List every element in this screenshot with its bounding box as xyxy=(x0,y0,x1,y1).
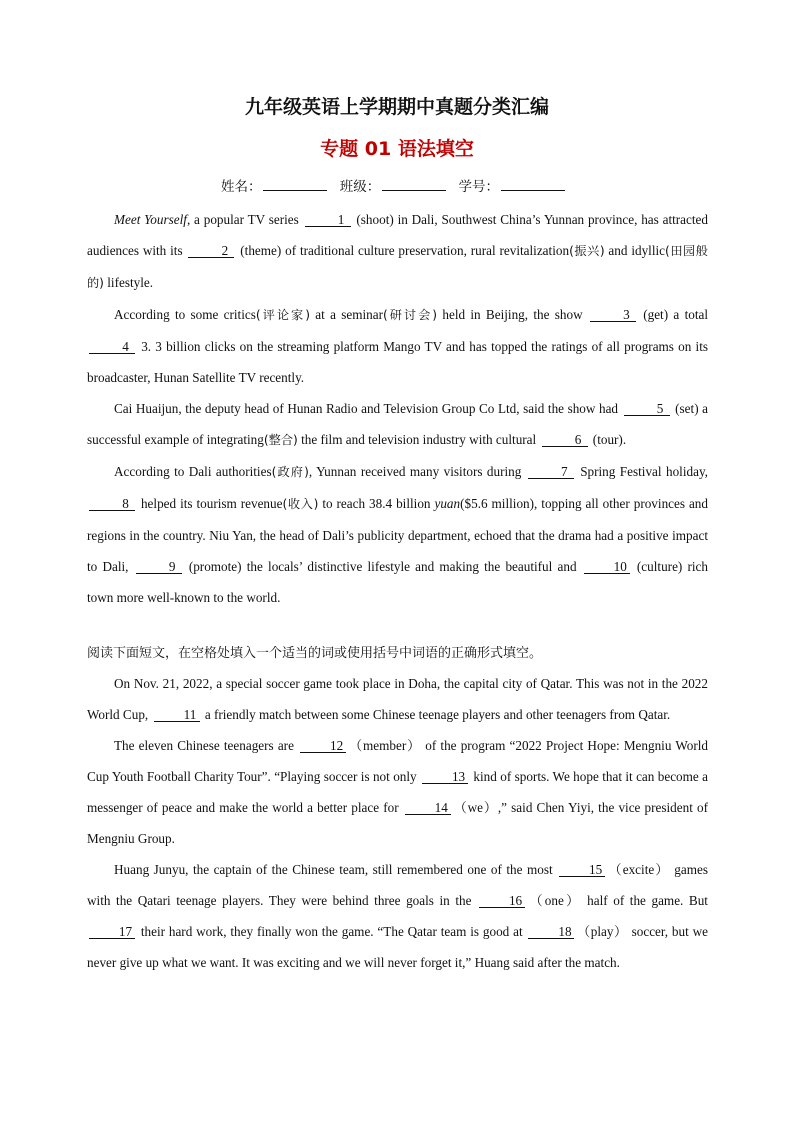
passage-two xyxy=(87,668,708,978)
gloss: (田园般的) xyxy=(87,244,708,290)
blank-16[interactable]: 16 xyxy=(479,894,525,908)
show-title: Meet Yourself xyxy=(114,212,187,227)
paragraph xyxy=(87,204,708,299)
text: The eleven Chinese teenagers are xyxy=(114,738,299,753)
name-blank[interactable] xyxy=(263,178,327,191)
text: held in Beijing, the show xyxy=(437,307,588,322)
id-label: 学号： xyxy=(458,179,500,195)
text: Cai Huaijun, the deputy head of Hunan Radio and Television Group Co Ltd, said the show had xyxy=(114,401,622,416)
class-label: 班级： xyxy=(339,179,381,195)
text: , Yunnan received many visitors during xyxy=(308,464,526,479)
blank-15[interactable]: 15 xyxy=(559,863,605,877)
text: （play） soccer, but we never give up what we want. It was exciting and we will never forget it,” Huang said after the match. xyxy=(87,924,708,970)
blank-18[interactable]: 18 xyxy=(528,925,574,939)
text: (get) a total xyxy=(637,307,709,322)
blank-13[interactable]: 13 xyxy=(422,770,468,784)
text: (set) a successful example of integrating xyxy=(87,401,708,447)
paragraph xyxy=(87,456,708,613)
blank-6[interactable]: 6 xyxy=(542,433,588,447)
passage-one xyxy=(87,204,708,613)
text: (shoot) in Dali, Southwest China’s Yunnan province, has attracted audiences with its xyxy=(87,212,708,258)
document-title: 九年级英语上学期期中真题分类汇编 xyxy=(244,96,549,118)
blank-8[interactable]: 8 xyxy=(89,497,135,511)
text: at a seminar xyxy=(309,307,383,322)
paragraph xyxy=(87,393,708,456)
text: （one） half of the game. But xyxy=(527,893,708,908)
gloss: (整合) xyxy=(263,433,298,447)
paragraph xyxy=(87,299,708,393)
text: Huang Junyu, the captain of the Chinese team, still remembered one of the most xyxy=(114,862,558,877)
text: 3. 3 billion clicks on the streaming platform Mango TV and has topped the ratings of all programs on its broadcaster, Hunan Satellite TV recently. xyxy=(87,339,708,385)
blank-3[interactable]: 3 xyxy=(590,308,636,322)
text: According to Dali authorities xyxy=(114,464,272,479)
paragraph xyxy=(87,730,708,854)
text: According to some critics xyxy=(114,307,256,322)
text: their hard work, they finally won the game. “The Qatar team is good at xyxy=(137,924,527,939)
blank-17[interactable]: 17 xyxy=(89,925,135,939)
blank-4[interactable]: 4 xyxy=(89,340,135,354)
blank-12[interactable]: 12 xyxy=(300,739,346,753)
text: , a popular TV series xyxy=(186,212,303,227)
name-label: 姓名： xyxy=(220,179,262,195)
paragraph xyxy=(87,854,708,978)
gloss: (研讨会) xyxy=(382,308,438,322)
blank-1[interactable]: 1 xyxy=(305,213,351,227)
text: to reach 38.4 billion xyxy=(318,496,435,511)
paragraph xyxy=(87,668,708,730)
text: kind of sports. We hope that it can become a messenger of peace and make the world a better place for xyxy=(87,769,708,815)
text: and idyllic xyxy=(604,243,666,258)
id-blank[interactable] xyxy=(501,178,565,191)
blank-14[interactable]: 14 xyxy=(405,801,451,815)
text: (tour). xyxy=(589,432,627,447)
text: ($5.6 million), topping all other provinces and regions in the country. Niu Yan, the head of Dali’s publicity department, echoed that the drama had a positive impact to Dali, xyxy=(87,496,708,574)
text: helped its tourism revenue xyxy=(137,496,283,511)
gloss: (评论家) xyxy=(255,308,310,322)
blank-11[interactable]: 11 xyxy=(154,708,200,722)
instruction-text: 阅读下面短文，在空格处填入一个适当的词或使用括号中词语的正确形式填空。 xyxy=(87,646,543,661)
text: （we）,” said Chen Yiyi, the vice president of Mengniu Group. xyxy=(87,800,709,846)
text: (culture) rich town more well-known to the world. xyxy=(87,559,709,605)
text: the film and television industry with cultural xyxy=(297,432,540,447)
text: a friendly match between some Chinese teenage players and other teenagers from Qatar. xyxy=(201,707,671,722)
blank-5[interactable]: 5 xyxy=(624,402,670,416)
gloss: (收入) xyxy=(282,497,319,511)
gloss: (政府) xyxy=(271,465,309,479)
blank-7[interactable]: 7 xyxy=(528,465,574,479)
currency-word: yuan xyxy=(434,496,461,511)
text: Spring Festival holiday, xyxy=(575,464,708,479)
student-info-row xyxy=(0,175,794,195)
gloss: (振兴) xyxy=(569,244,605,258)
text: On Nov. 21, 2022, a special soccer game took place in Doha, the capital city of Qatar. This was not in the 2022 World Cup, xyxy=(87,676,708,722)
text: (promote) the locals’ distinctive lifestyle and making the beautiful and xyxy=(183,559,582,574)
text: （member） of the program “2022 Project Hope: Mengniu World Cup Youth Football Charity Tour”. “Playing soccer is not only xyxy=(87,738,708,784)
blank-10[interactable]: 10 xyxy=(584,560,630,574)
class-blank[interactable] xyxy=(382,178,446,191)
text: (theme) of traditional culture preservation, rural revitalization xyxy=(236,243,570,258)
text: lifestyle. xyxy=(103,275,154,290)
text: （excite） games with the Qatari teenage players. They were behind three goals in the xyxy=(87,862,708,908)
blank-2[interactable]: 2 xyxy=(188,244,234,258)
document-subtitle: 专题 01 语法填空 xyxy=(320,138,474,160)
blank-9[interactable]: 9 xyxy=(136,560,182,574)
